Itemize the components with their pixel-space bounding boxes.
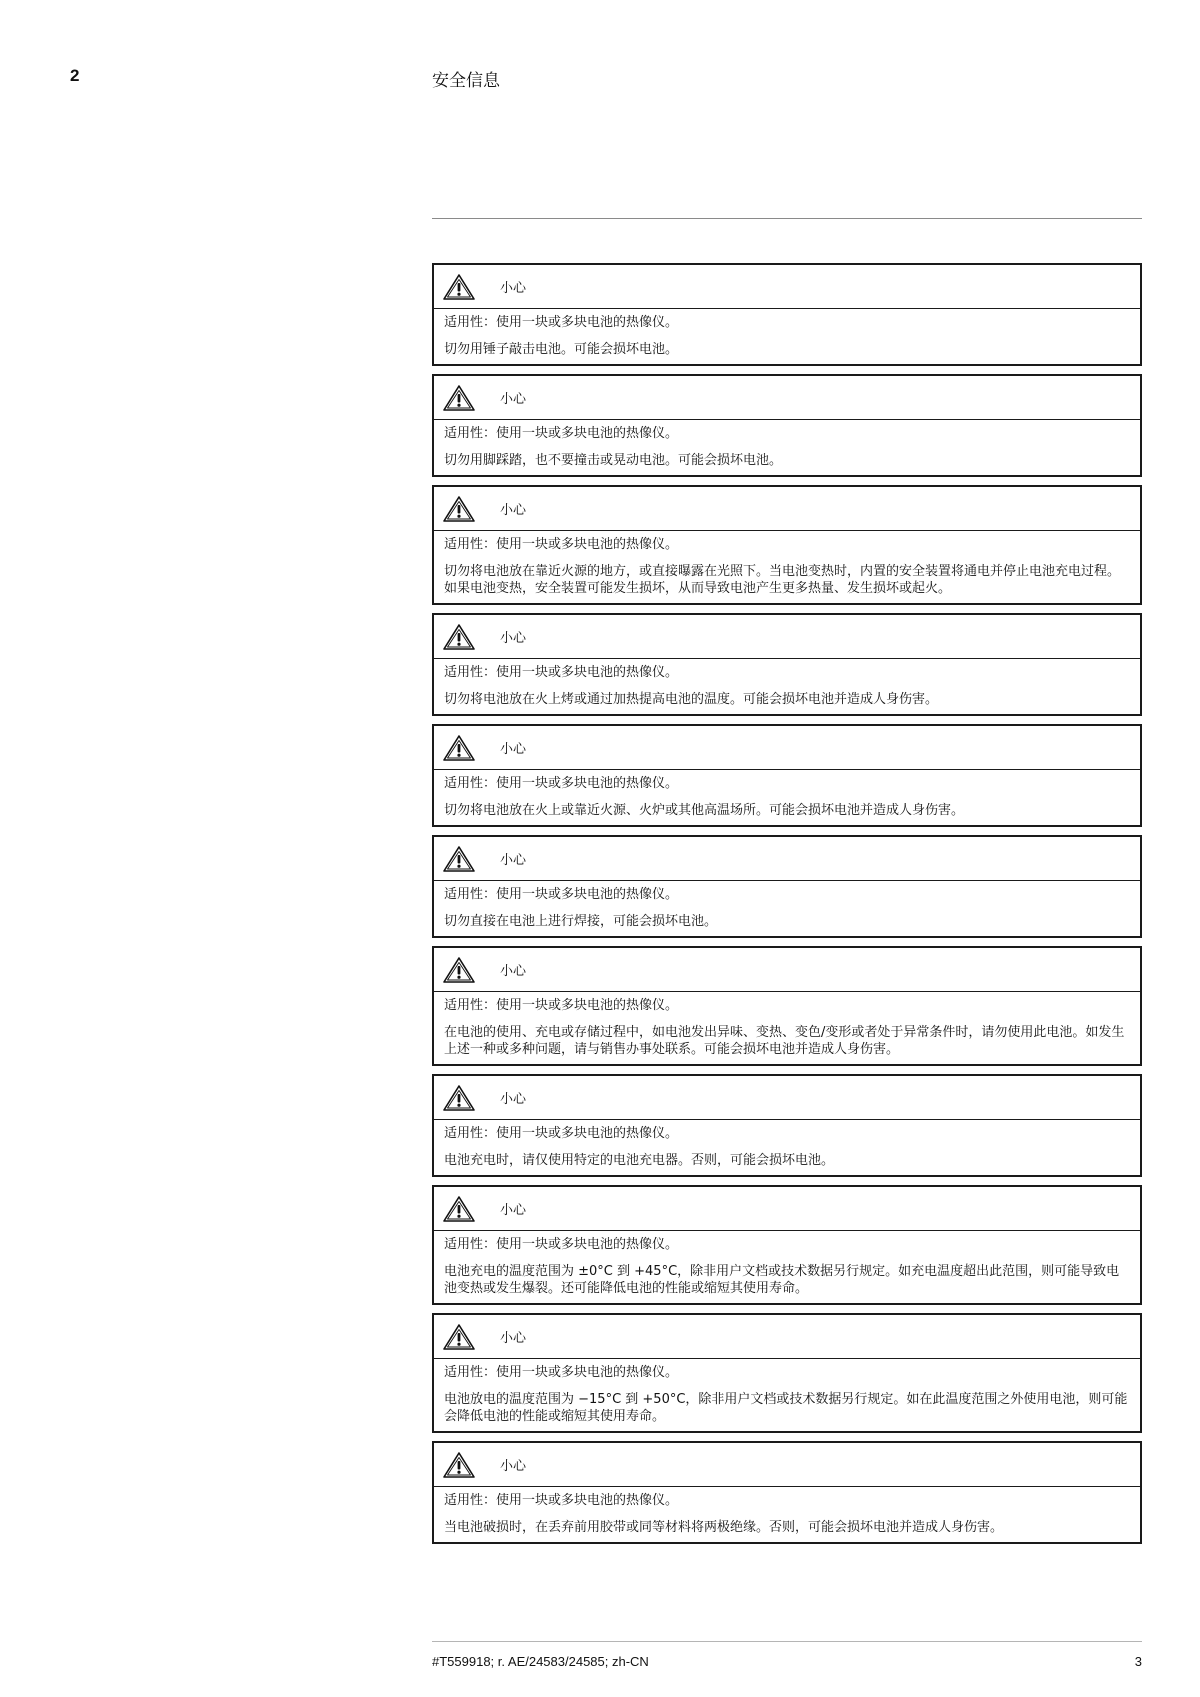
caution-message: 切勿直接在电池上进行焊接，可能会损坏电池。: [444, 914, 718, 929]
caution-box: [432, 263, 1142, 366]
caution-box: [432, 1313, 1142, 1433]
warning-triangle-icon: [442, 956, 476, 984]
caution-message: 切勿用脚踩踏，也不要撞击或晃动电池。可能会损坏电池。: [444, 453, 783, 468]
footer-doc-ref: #T559918; r. AE/24583/24585; zh-CN: [432, 1654, 649, 1669]
caution-header: [434, 376, 1140, 420]
caution-applicability: 适用性：使用一块或多块电池的热像仪。: [444, 1493, 679, 1508]
caution-box: [432, 1441, 1142, 1544]
caution-message: 切勿用锤子敲击电池。可能会损坏电池。: [444, 342, 679, 357]
header-divider: [432, 218, 1142, 219]
caution-list: [432, 263, 1142, 1552]
caution-label: 小心: [500, 742, 527, 757]
caution-applicability: 适用性：使用一块或多块电池的热像仪。: [444, 1126, 679, 1141]
caution-label: 小心: [500, 853, 527, 868]
caution-message: 当电池破损时，在丢弃前用胶带或同等材料将两极绝缘。否则，可能会损坏电池并造成人身伤害。: [444, 1520, 1004, 1535]
caution-body: [434, 1487, 1140, 1542]
warning-triangle-icon: [442, 845, 476, 873]
caution-header: [434, 615, 1140, 659]
caution-applicability: 适用性：使用一块或多块电池的热像仪。: [444, 426, 679, 441]
caution-label: 小心: [500, 1092, 527, 1107]
caution-box: [432, 946, 1142, 1066]
caution-label: 小心: [500, 1203, 527, 1218]
warning-triangle-icon: [442, 1323, 476, 1351]
caution-body: [434, 531, 1140, 603]
warning-triangle-icon: [442, 1195, 476, 1223]
caution-box: [432, 1185, 1142, 1305]
caution-header: [434, 265, 1140, 309]
caution-label: 小心: [500, 392, 527, 407]
caution-header: [434, 487, 1140, 531]
footer-divider: [432, 1641, 1142, 1642]
caution-applicability: 适用性：使用一块或多块电池的热像仪。: [444, 1365, 679, 1380]
caution-message: 在电池的使用、充电或存储过程中，如电池发出异味、变热、变色/变形或者处于异常条件时，请勿使用此电池。如发生上述一种或多种问题，请与销售办事处联系。可能会损坏电池并造成人身伤害。: [444, 1025, 1125, 1057]
warning-triangle-icon: [442, 273, 476, 301]
warning-triangle-icon: [442, 623, 476, 651]
caution-label: 小心: [500, 1331, 527, 1346]
caution-box: [432, 724, 1142, 827]
warning-triangle-icon: [442, 384, 476, 412]
caution-box: [432, 613, 1142, 716]
caution-applicability: 适用性：使用一块或多块电池的热像仪。: [444, 315, 679, 330]
caution-body: [434, 992, 1140, 1064]
caution-box: [432, 485, 1142, 605]
warning-triangle-icon: [442, 1451, 476, 1479]
chapter-title: 安全信息: [432, 71, 500, 91]
caution-message: 切勿将电池放在火上或靠近火源、火炉或其他高温场所。可能会损坏电池并造成人身伤害。: [444, 803, 965, 818]
chapter-number: 2: [70, 66, 80, 85]
caution-applicability: 适用性：使用一块或多块电池的热像仪。: [444, 998, 679, 1013]
caution-label: 小心: [500, 1459, 527, 1474]
caution-header: [434, 1315, 1140, 1359]
caution-body: [434, 659, 1140, 714]
caution-label: 小心: [500, 281, 527, 296]
caution-message: 电池充电时，请仅使用特定的电池充电器。否则，可能会损坏电池。: [444, 1153, 835, 1168]
caution-body: [434, 1359, 1140, 1431]
caution-applicability: 适用性：使用一块或多块电池的热像仪。: [444, 887, 679, 902]
caution-body: [434, 420, 1140, 475]
caution-applicability: 适用性：使用一块或多块电池的热像仪。: [444, 1237, 679, 1252]
caution-box: [432, 835, 1142, 938]
caution-message: 切勿将电池放在靠近火源的地方，或直接曝露在光照下。当电池变热时，内置的安全装置将通电并停止电池充电过程。如果电池变热，安全装置可能发生损坏，从而导致电池产生更多热量、发生损坏或起火。: [444, 564, 1121, 596]
caution-body: [434, 770, 1140, 825]
caution-body: [434, 1231, 1140, 1303]
warning-triangle-icon: [442, 495, 476, 523]
caution-box: [432, 374, 1142, 477]
caution-body: [434, 309, 1140, 364]
caution-applicability: 适用性：使用一块或多块电池的热像仪。: [444, 776, 679, 791]
caution-label: 小心: [500, 964, 527, 979]
caution-header: [434, 1443, 1140, 1487]
caution-applicability: 适用性：使用一块或多块电池的热像仪。: [444, 665, 679, 680]
caution-message: 切勿将电池放在火上烤或通过加热提高电池的温度。可能会损坏电池并造成人身伤害。: [444, 692, 939, 707]
caution-header: [434, 837, 1140, 881]
caution-header: [434, 726, 1140, 770]
caution-label: 小心: [500, 503, 527, 518]
caution-message: 电池充电的温度范围为 ±0°C 到 +45°C，除非用户文档或技术数据另行规定。如充电温度超出此范围，则可能导致电池变热或发生爆裂。还可能降低电池的性能或缩短其使用寿命。: [444, 1264, 1120, 1296]
caution-label: 小心: [500, 631, 527, 646]
caution-header: [434, 1076, 1140, 1120]
caution-message: 电池放电的温度范围为 −15°C 到 +50°C，除非用户文档或技术数据另行规定。如在此温度范围之外使用电池，则可能会降低电池的性能或缩短其使用寿命。: [444, 1392, 1128, 1424]
warning-triangle-icon: [442, 1084, 476, 1112]
warning-triangle-icon: [442, 734, 476, 762]
caution-header: [434, 948, 1140, 992]
caution-body: [434, 1120, 1140, 1175]
caution-box: [432, 1074, 1142, 1177]
page-number: 3: [1134, 1654, 1142, 1669]
caution-header: [434, 1187, 1140, 1231]
caution-body: [434, 881, 1140, 936]
caution-applicability: 适用性：使用一块或多块电池的热像仪。: [444, 537, 679, 552]
